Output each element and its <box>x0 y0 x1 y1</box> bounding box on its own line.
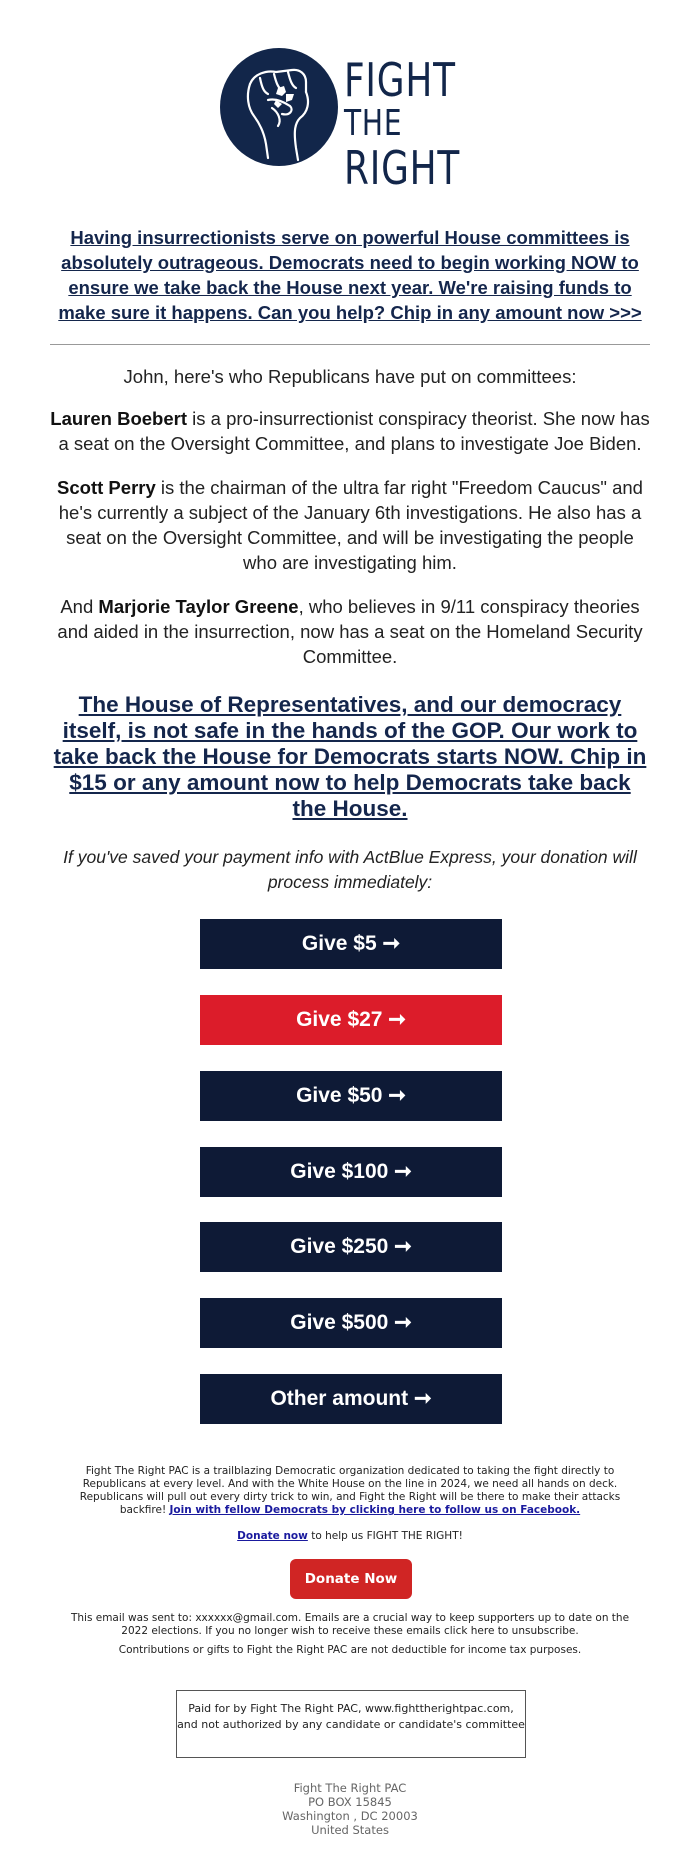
donate-now-button[interactable]: Donate Now <box>290 1559 412 1599</box>
paragraph-boebert <box>50 406 650 456</box>
raised-fist-icon <box>220 48 338 166</box>
about-text: Fight The Right PAC is a trailblazing Democratic organization dedicated to taking the fight directly to Republicans at every level. And with the White House on the line in 2024, we need all hands on deck. Republicans will pull out every dirty trick to win, and Fight the Right will be there to make their attacks backfire! <box>79 1465 621 1516</box>
text-greene: , who believes in 9/11 conspiracy theories and aided in the insurrection, now has a seat on the Homeland Security Committee. <box>57 596 643 667</box>
paragraph-greene <box>50 594 650 669</box>
text-perry: is the chairman of the ultra far right "Freedom Caucus" and he's currently a subject of the January 6th investigations. He also has a seat on the Oversight Committee, and will be investigating the people who are investigating him. <box>58 477 643 573</box>
name-greene: Marjorie Taylor Greene <box>98 596 299 617</box>
give-250-button[interactable]: Give $250 ➞ <box>200 1222 502 1272</box>
give-27-button[interactable]: Give $27 ➞ <box>200 995 502 1045</box>
intro-donation-link[interactable]: Having insurrectionists serve on powerful House committees is absolutely outrageous. Democrats need to begin working NOW to ensure we take back the House next year. We're raising funds to make sure it happens. Can you help? Chip in any amount now >>> <box>58 227 642 323</box>
give-500-button[interactable]: Give $500 ➞ <box>200 1298 502 1348</box>
text-boebert: is a pro-insurrectionist conspiracy theorist. She now has a seat on the Oversight Committee, and plans to investigate Joe Biden. <box>58 408 650 454</box>
donate-now-link[interactable]: Donate now <box>237 1530 308 1542</box>
divider <box>50 344 650 345</box>
give-100-button[interactable]: Give $100 ➞ <box>200 1147 502 1197</box>
logo-line-1: FIGHT <box>344 53 456 107</box>
logo-line-2 <box>344 102 466 195</box>
paragraph-perry <box>50 475 650 575</box>
facebook-link[interactable]: Join with fellow Democrats by clicking here to follow us on Facebook. <box>169 1504 581 1516</box>
donate-tail-text: to help us FIGHT THE RIGHT! <box>307 1530 463 1542</box>
mailing-address <box>50 1781 650 1837</box>
give-50-button[interactable]: Give $50 ➞ <box>200 1071 502 1121</box>
address-line: United States <box>311 1823 389 1837</box>
give-5-button[interactable]: Give $5 ➞ <box>200 919 502 969</box>
logo-line-2b: RIGHT <box>344 141 461 195</box>
actblue-express-note: If you've saved your payment info with ActBlue Express, your donation will process immediately: <box>63 847 637 892</box>
other-amount-button[interactable]: Other amount ➞ <box>200 1374 502 1424</box>
address-line: PO BOX 15845 <box>308 1795 392 1809</box>
paid-for-disclaimer: Paid for by Fight The Right PAC, www.fighttherightpac.com, and not authorized by any candidate or candidate's committee <box>176 1690 526 1758</box>
donate-line <box>60 1530 640 1543</box>
name-boebert: Lauren Boebert <box>50 408 187 429</box>
logo-wordmark <box>344 53 466 195</box>
address-line: Fight The Right PAC <box>293 1781 407 1795</box>
main-ask-link[interactable]: The House of Representatives, and our democracy itself, is not safe in the hands of the GOP. Our work to take back the House for Democrats starts NOW. Chip in $15 or any amount now to help Democrats take back the House. <box>53 692 647 821</box>
fight-the-right-logo[interactable] <box>220 48 500 195</box>
greeting: John, here's who Republicans have put on committees: <box>123 366 577 387</box>
name-perry: Scott Perry <box>57 477 156 498</box>
prefix-greene: And <box>60 596 99 617</box>
about-pac-text <box>60 1465 640 1517</box>
tax-disclaimer: Contributions or gifts to Fight the Right PAC are not deductible for income tax purposes. <box>118 1644 582 1656</box>
address-line: Washington , DC 20003 <box>282 1809 418 1823</box>
email-sent-notice[interactable]: This email was sent to: xxxxxx@gmail.com. Emails are a crucial way to keep supporters up to date on the 2022 elections. If you no longer wish to receive these emails click here to unsubscribe. <box>70 1612 630 1637</box>
logo-line-2a: THE <box>344 103 403 144</box>
